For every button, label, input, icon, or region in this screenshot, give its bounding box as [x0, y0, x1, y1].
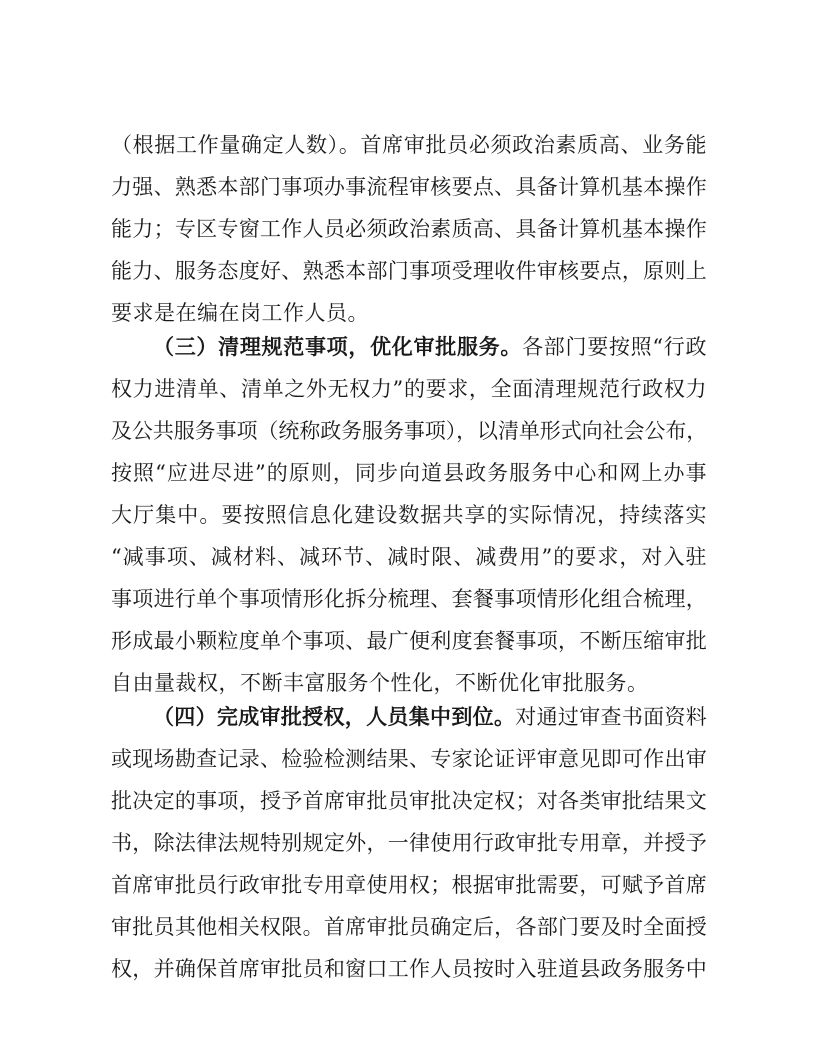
- paragraph-line: 书，除法律法规特别规定外，一律使用行政审批专用章，并授予: [111, 831, 707, 855]
- paragraph-line: 及公共服务事项（统称政务服务事项），以清单形式向社会公布，: [111, 419, 707, 443]
- paragraph-line: 审批员其他相关权限。首席审批员确定后，各部门要及时全面授: [111, 915, 707, 939]
- paragraph-line: 形成最小颗粒度单个事项、最广便利度套餐事项，不断压缩审批: [111, 629, 707, 653]
- paragraph-line: （根据工作量确定人数）。首席审批员必须政治素质高、业务能: [111, 133, 707, 157]
- paragraph-line: 能力；专区专窗工作人员必须政治素质高、具备计算机基本操作: [111, 217, 707, 241]
- paragraph-line: “减事项、减材料、减环节、减时限、减费用”的要求，对入驻: [111, 545, 707, 569]
- paragraph-line: 权，并确保首席审批员和窗口工作人员按时入驻道县政务服务中: [111, 957, 707, 981]
- paragraph-line: 自由量裁权，不断丰富服务个性化，不断优化审批服务。: [111, 671, 649, 695]
- paragraph-line: 批决定的事项，授予首席审批员审批决定权；对各类审批结果文: [111, 789, 707, 813]
- paragraph-line: 或现场勘查记录、检验检测结果、专家论证评审意见即可作出审: [111, 747, 707, 771]
- paragraph-line: 力强、熟悉本部门事项办事流程审核要点、具备计算机基本操作: [111, 175, 707, 199]
- section-heading-line: [153, 698, 707, 736]
- paragraph-line: 要求是在编在岗工作人员。: [111, 301, 369, 325]
- section-heading-line: [153, 328, 707, 366]
- section-text: 各部门要按照“行政: [522, 335, 707, 359]
- paragraph-line: 能力、服务态度好、熟悉本部门事项受理收件审核要点，原则上: [111, 259, 707, 283]
- paragraph-line: 权力进清单、清单之外无权力”的要求，全面清理规范行政权力: [111, 377, 707, 401]
- section-heading: （四）完成审批授权，人员集中到位。: [153, 704, 516, 729]
- section-text: 对通过审查书面资料: [515, 705, 708, 729]
- paragraph-line: 首席审批员行政审批专用章使用权；根据审批需要，可赋予首席: [111, 873, 707, 897]
- paragraph-line: 事项进行单个事项情形化拆分梳理、套餐事项情形化组合梳理，: [111, 587, 707, 611]
- paragraph-line: 按照“应进尽进”的原则，同步向道县政务服务中心和网上办事: [111, 461, 707, 485]
- paragraph-line: 大厅集中。要按照信息化建设数据共享的实际情况，持续落实: [111, 503, 707, 527]
- section-heading: （三）清理规范事项，优化审批服务。: [153, 334, 523, 359]
